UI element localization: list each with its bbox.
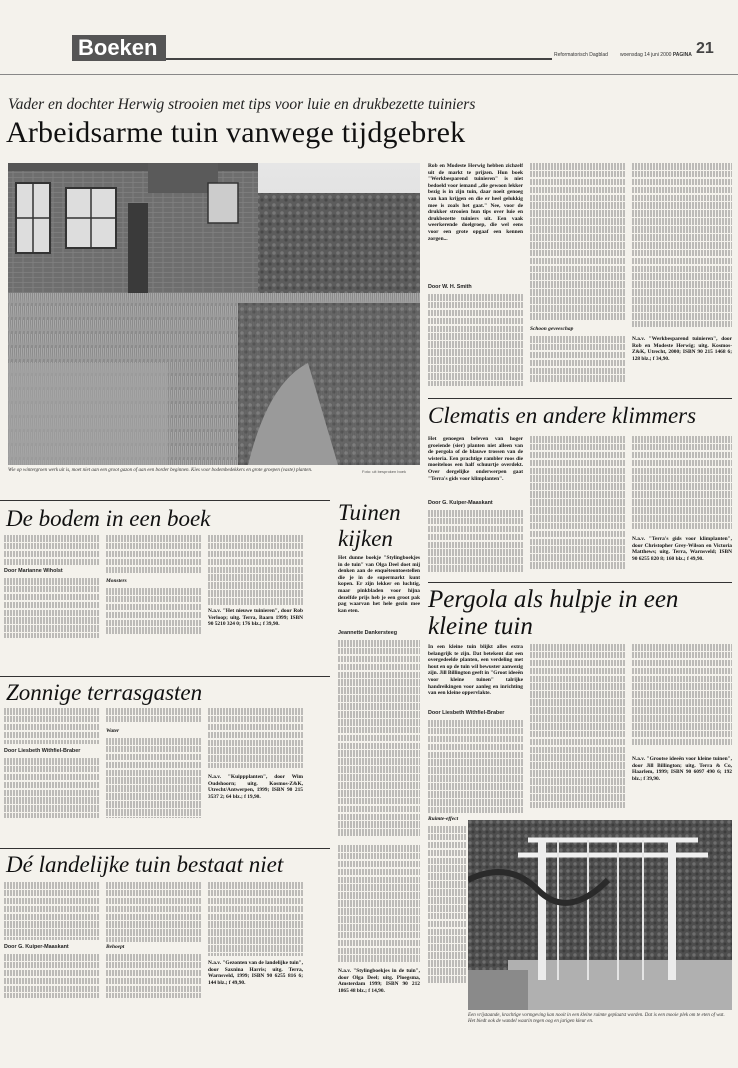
- landelijke-lead: [4, 882, 99, 940]
- landelijke-title: Dé landelijke tuin bestaat niet: [6, 852, 284, 877]
- paper-name: Reformatorisch Dagblad: [554, 52, 608, 58]
- bodem-column-2b: [106, 588, 201, 638]
- main-headline: Arbeidsarme tuin vanwege tijdgebrek: [6, 116, 466, 149]
- zonnige-column-1: [4, 758, 99, 818]
- zonnige-byline: Door Liesbeth Withfiel-Braber: [4, 748, 81, 754]
- bodem-subhead: Monsters: [106, 578, 127, 584]
- bodem-title: De bodem in een boek: [6, 506, 211, 531]
- zonnige-column-2b: [106, 738, 201, 818]
- page-number: 21: [696, 40, 714, 57]
- clematis-rule: [428, 398, 732, 399]
- zonnige-title: Zonnige terrasgasten: [6, 680, 203, 705]
- bodem-column-1: [4, 578, 99, 638]
- main-lead: Rob en Modeste Herwig hebben zichzelf uit de markt te prijzen. Hun boek "Werkbesparend tuinieren" is niet bedoeld voor iemand „die gewoon lekker bezig is in zijn tuin, daar noeit genoeg van kan krijgen en die er heel gelukkig mee is zoals het gaat." Nee, voor de drukker strooien hun tips over luie en drukbezette tuiniers uit. Een vaak weerkerende doelgroep, die wel eens voor een grote opgaaf een kennen zorgen...: [428, 163, 523, 242]
- pergola-column-4: [428, 826, 466, 986]
- main-info: N.a.v. "Werkbesparend tuinieren", door Rob en Modeste Herwig; uitg. Kosmos-Z&K, Utrecht, 2000; ISBN 90 215 1468 6; 128 blz.; f 34,90.: [632, 336, 732, 362]
- main-kicker: Vader en dochter Herwig strooien met tips voor luie en drukbezette tuiniers: [8, 96, 476, 113]
- pergola-photo-illustration: [468, 820, 732, 1010]
- pergola-byline: Door Liesbeth Withfiel-Braber: [428, 710, 505, 716]
- zonnige-subhead: Water: [106, 728, 120, 734]
- bodem-byline: Door Marianne Wiholst: [4, 568, 63, 574]
- pergola-rule: [428, 582, 732, 583]
- landelijke-subhead: Behoept: [106, 944, 125, 950]
- landelijke-rule: [0, 848, 330, 849]
- main-column-2: [530, 163, 625, 323]
- clematis-byline: Door G. Kuiper-Maaskant: [428, 500, 493, 506]
- zonnige-column-2: [106, 708, 201, 728]
- pergola-lead: In een kleine tuin blijkt alles extra belangrijk te zijn. Dat betekent dat een overgedeelde planten, een verdeling met hout en op de tuin wil bewuster aanwezig zijn. Jill Billington geeft in "Groot ideeën voor kleine tuinen" talrijke handreikingen voor aanleg en inrichting van een kleine oppervlakte.: [428, 644, 523, 697]
- header-rule: [166, 58, 552, 60]
- bodem-lead: [4, 535, 99, 565]
- clematis-lead: Het genoegen beleven van hoger groeiende (sier) planten niet alleen van de pergola of de blauwe trossen van de wisteria. Een prachtige rambler roos die moeiteloos een half schuurtje overdekt. Over dergelijke onderwerpen gaat "Terra's gids voor klimplanten".: [428, 436, 523, 482]
- main-subhead: Schoon geveeschap: [530, 326, 574, 332]
- pergola-column-2: [530, 644, 625, 814]
- landelijke-info: N.a.v. "Gezonten van de landelijke tuin", door Saxnina Harris; uitg. Terra, Warnsveld, 1999; ISBN 90 6255 816 6; 144 blz.; f 49,90.: [208, 960, 303, 986]
- photo-credit: Foto: uit besproken boek: [362, 469, 407, 474]
- clematis-column-3: [632, 436, 732, 532]
- tuinen-title: Tuinen kijken: [338, 500, 401, 551]
- clematis-info: N.a.v. "Terra's gids voor klimplanten", door Christopher Grey-Wilson en Victoria Matthews; uitg. Terra, Warnsveld; ISBN 90 6255 820 8; 160 blz.; f 49,90.: [632, 536, 732, 562]
- clematis-title: Clematis en andere klimmers: [428, 403, 697, 428]
- pergola-column-1: [428, 720, 523, 814]
- garden-photo: [8, 163, 420, 465]
- section-label: Boeken: [72, 35, 166, 61]
- zonnige-info: N.a.v. "Kuippplanten", door Wim Oudshoorn; uitg. Kosmos-Z&K, Utrecht/Antwerpen, 1999; ISBN 90 215 3537 2; 64 blz.; f 19,90.: [208, 774, 303, 800]
- landelijke-column-3: [208, 882, 303, 956]
- photo-caption: Wie op wintergroen werk uit is, moet niet aan een groot gazon of aan een border beginnen. Kies voor bodembedekkers en grote groepen (vaste) planten.: [8, 468, 313, 473]
- clematis-column-1: [428, 510, 523, 572]
- bodem-column-3: [208, 535, 303, 605]
- pergola-title: Pergola als hulpje in een kleine tuin: [428, 586, 679, 640]
- pergola-photo-caption: Een vrijstaande, krachtige vormgeving kan nooit in een kleine ruimte geplaatst worden. Dat is een mooie plek om te eten of wat. Het biedt ook de wandel waarin tegen oog en jarigen kleur en.: [468, 1013, 725, 1024]
- main-column-3: [632, 163, 732, 333]
- header-divider: [0, 74, 738, 75]
- tuinen-column-1: [338, 640, 420, 840]
- pergola-info: N.a.v. "Grootse ideeën voor kleine tuinen", door Jill Billington; uitg. Terra & Co, Haarlem, 1999; ISBN 90 6097 490 6; 192 blz.; f 39,90.: [632, 756, 732, 782]
- garden-photo-illustration: [8, 163, 420, 465]
- zonnige-rule: [0, 676, 330, 677]
- bodem-column-2: [106, 535, 201, 575]
- pergola-column-3: [632, 644, 732, 752]
- tuinen-info: N.a.v. "Stylingboekjes in de tuin", door Olga Deel; uitg. Ploegsma, Amsterdam 1999; ISBN 90 212 1865 48 blz.; f 14,90.: [338, 968, 420, 994]
- tuinen-column-2: [338, 845, 420, 965]
- tuinen-byline: Jeannette Dankersteeg: [338, 630, 398, 636]
- landelijke-byline: Door G. Kuiper-Maaskant: [4, 944, 69, 950]
- bodem-info: N.a.v. "Het nieuwe tuinieren", door Rob Verloop; uitg. Terra, Baarn 1999; ISBN 90 5210 324 0; 176 blz.; f 39,90.: [208, 608, 303, 628]
- main-column-1: [428, 294, 523, 386]
- tuinen-lead: Het dunne boekje "Stylingboekjes in de tuin" van Olga Deel doet mij denken aan de enquêteontoestellen die je in de supermarkt kunt kopen. Er zijn lekker en luchtig, maar pinkbladen voor hijna dezelfde prijs heb je een groot pak pag waarvan het hele gezin mee kan eten.: [338, 555, 420, 614]
- landelijke-column-2b: [106, 954, 201, 998]
- main-byline: Door W. H. Smith: [428, 284, 472, 290]
- landelijke-column-1: [4, 954, 99, 998]
- page-date: woensdag 14 juni 2000 PAGINA: [620, 52, 692, 58]
- bodem-rule: [0, 500, 330, 501]
- clematis-column-2: [530, 436, 625, 572]
- zonnige-lead: [4, 708, 99, 744]
- landelijke-column-2: [106, 882, 201, 942]
- main-column-2b: [530, 336, 625, 386]
- zonnige-column-3: [208, 708, 303, 768]
- pergola-subhead: Ruimte-effect: [428, 816, 459, 822]
- pergola-photo: [468, 820, 732, 1010]
